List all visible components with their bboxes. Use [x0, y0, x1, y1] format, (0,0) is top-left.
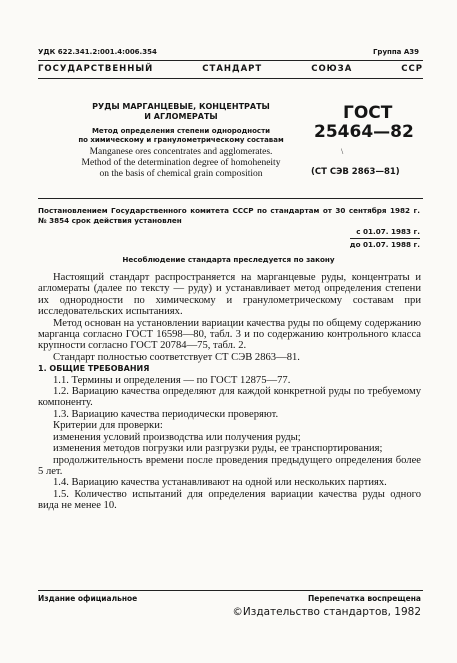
clause-1-2: 1.2. Вариацию качества определяют для каждой конкретной руды по требуемому компоненту.: [38, 386, 421, 409]
group-code: Группа А39: [372, 48, 419, 56]
reprint-notice: Перепечатка воспрещена: [307, 594, 421, 603]
decree-text: Постановлением Государственного комитета СССР по стандартам от 30 сентября 1982 г. № 3854 срок действия установлен: [38, 206, 420, 225]
header-rule-bottom: [38, 78, 423, 79]
gost-number: 25464—82: [314, 122, 414, 142]
footer-rule: [38, 590, 423, 591]
validity-from: с 01.07. 1983 г.: [356, 227, 420, 236]
title-line-2: И АГЛОМЕРАТЫ: [144, 112, 218, 121]
udk-code: УДК 622.341.2:001.4:006.354: [38, 48, 157, 56]
clause-1-5: 1.5. Количество испытаний для определения вариации качества руды одного вида не менее 10.: [38, 488, 421, 512]
main-text: [38, 272, 421, 512]
sev-reference: (СТ СЭВ 2863—81): [311, 167, 400, 177]
criteria-intro: Критерии для проверки:: [53, 420, 163, 432]
criterion-3: продолжительность времени после проведения предыдущего определения более 5 лет.: [38, 454, 421, 477]
english-title-3: on the basis of chemical grain composition: [99, 169, 263, 179]
clause-1-1: 1.1. Термины и определения — по ГОСТ 12875—77.: [53, 374, 291, 386]
section-heading: 1. ОБЩИЕ ТРЕБОВАНИЯ: [38, 364, 150, 374]
clause-1-4: 1.4. Вариацию качества устанавливают на одной или нескольких партиях.: [53, 477, 387, 489]
english-title-2: Method of the determination degree of homoheneity: [81, 158, 281, 168]
clause-1-3: 1.3. Вариацию качества периодически проверяют.: [53, 408, 279, 420]
subtitle-line-1: Метод определения степени однородности: [91, 127, 271, 135]
intro-paragraph-3: Стандарт полностью соответствует СТ СЭВ 2863—81.: [53, 351, 300, 363]
official-edition: Издание официальное: [38, 594, 138, 603]
title-line-1: РУДЫ МАРГАНЦЕВЫЕ, КОНЦЕНТРАТЫ: [92, 102, 270, 111]
copyright: ©Издательство стандартов, 1982: [232, 606, 421, 618]
criterion-1: изменения условий производства или получения руды;: [53, 431, 301, 443]
validity-to: до 01.07. 1988 г.: [349, 240, 420, 249]
gost-label: ГОСТ: [343, 103, 393, 123]
title-block: [52, 102, 310, 180]
subtitle-line-2: по химическому и гранулометрическому составам: [78, 136, 284, 144]
intro-paragraph-1: Настоящий стандарт распространяется на марганцевые руды, концентраты и агломераты (далее по тексту — руду) и устанавливает метод определения степени их однородности по химическому и гранулометрическому составам при исследовательских испытаниях.: [38, 272, 421, 318]
tick-mark: \: [341, 147, 344, 156]
intro-paragraph-2: Метод основан на установлении вариации качества руды по общему содержанию марганца согласно ГОСТ 16598—80, табл. 3 и по содержанию контрольного класса крупности согласно ГОСТ 20784—75, табл. 2.: [38, 317, 421, 352]
criterion-2: изменения методов погрузки или разгрузки руды, ее транспортирования;: [53, 443, 383, 455]
gov-standard-banner: ГОСУДАРСТВЕННЫЙ СТАНДАРТ СОЮЗА ССР: [38, 64, 423, 74]
decree-rule: [38, 198, 423, 199]
legal-notice: Несоблюдение стандарта преследуется по закону: [122, 255, 335, 264]
header-rule-top: [38, 60, 423, 61]
english-title-1: Manganese ores concentrates and agglomerates.: [89, 147, 273, 157]
